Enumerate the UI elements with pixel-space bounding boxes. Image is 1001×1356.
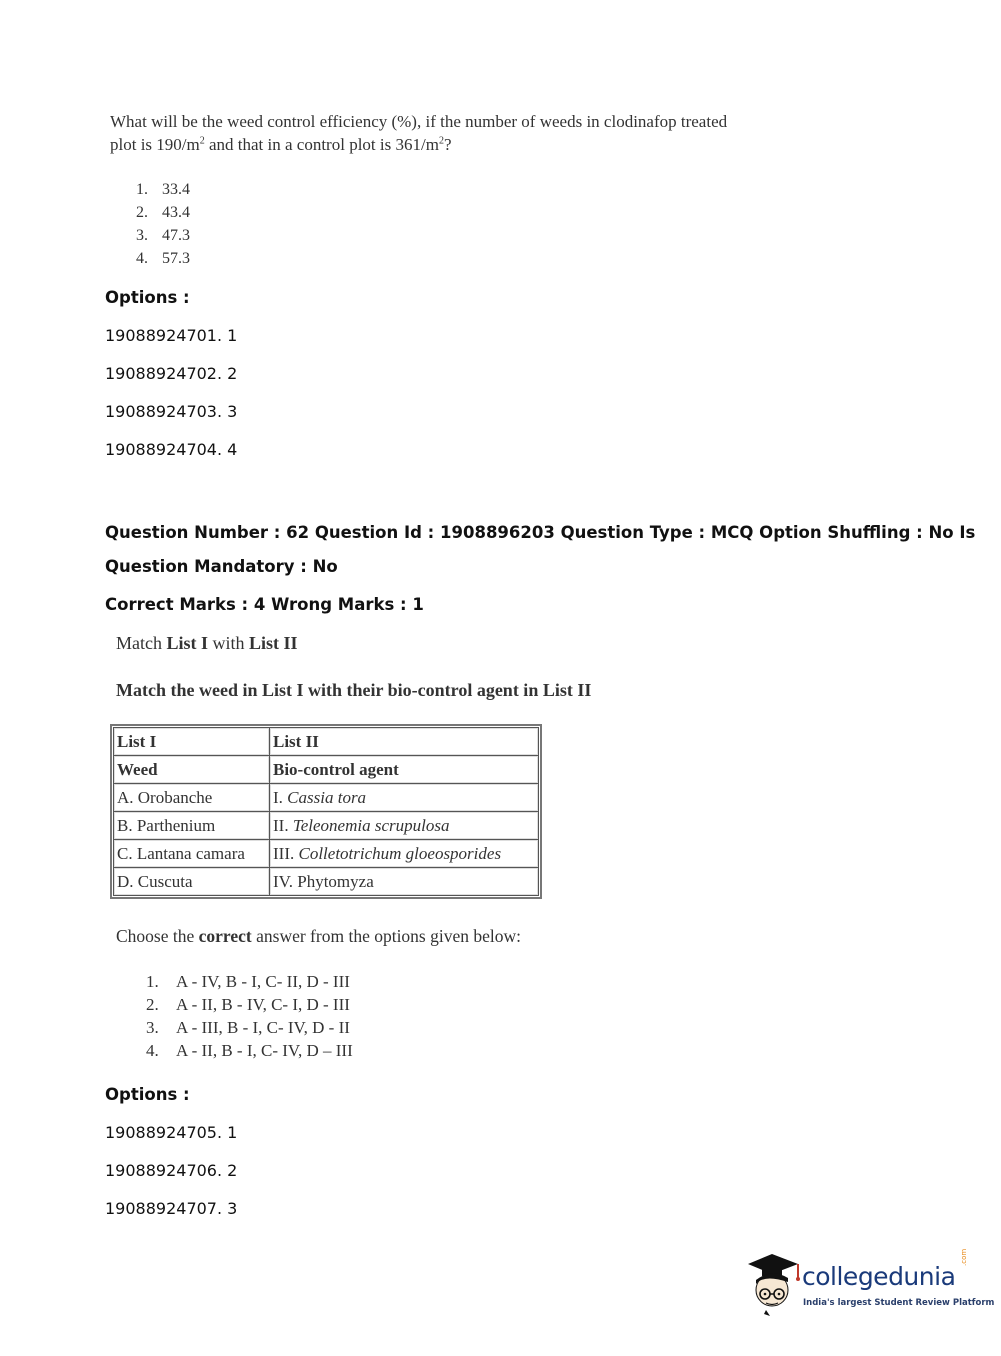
question-62-meta-line1: Question Number : 62 Question Id : 1908896203 Question Type : MCQ Option Shuffling : No Is bbox=[105, 523, 976, 542]
table-cell: Bio-control agent bbox=[270, 756, 539, 784]
logo-wordmark: collegedunia bbox=[802, 1262, 956, 1291]
question-62-meta-line2: Question Mandatory : No bbox=[105, 557, 338, 576]
question-62-instruction: Match List I with List II bbox=[116, 633, 298, 653]
option-id: 19088924706. 2 bbox=[105, 1161, 238, 1180]
question-61-line2: plot is $190/m^2$ and that in a control plot is $361/m^2$? bbox=[110, 135, 452, 154]
choice-item: 4. A - II, B - I, C- IV, D – III bbox=[146, 1041, 353, 1060]
option-id: 19088924705. 1 bbox=[105, 1123, 238, 1142]
logo-domain-suffix: .com bbox=[960, 1248, 968, 1266]
option-id: 19088924707. 3 bbox=[105, 1199, 238, 1218]
table-header-row bbox=[114, 728, 539, 756]
logo-tagline: India's largest Student Review Platform bbox=[803, 1298, 995, 1308]
option-id: 19088924701. 1 bbox=[105, 326, 238, 345]
options-label: Options : bbox=[105, 288, 190, 307]
question-61-line1: What will be the weed control efficiency (%), if the number of weeds in clodinafop treated bbox=[110, 112, 728, 131]
match-table bbox=[113, 727, 539, 896]
table-cell: III. Colletotrichum gloeosporides bbox=[270, 840, 539, 868]
choice-item: 2. A - II, B - IV, C- I, D - III bbox=[146, 995, 350, 1014]
table-cell: List I bbox=[114, 728, 270, 756]
table-cell: Weed bbox=[114, 756, 270, 784]
choice-item: 3. A - III, B - I, C- IV, D - II bbox=[146, 1018, 350, 1037]
table-cell: IV. Phytomyza bbox=[270, 868, 539, 896]
choice-item: 4. 57.3 bbox=[136, 250, 190, 267]
table-cell: C. Lantana camara bbox=[114, 840, 270, 868]
table-row bbox=[114, 812, 539, 840]
table-cell: I. Cassia tora bbox=[270, 784, 539, 812]
question-62-marks: Correct Marks : 4 Wrong Marks : 1 bbox=[105, 595, 424, 614]
table-cell: List II bbox=[270, 728, 539, 756]
table-row bbox=[114, 784, 539, 812]
table-row bbox=[114, 840, 539, 868]
option-id: 19088924704. 4 bbox=[105, 440, 238, 459]
question-62-subheading: Match the weed in List I with their bio-control agent in List II bbox=[116, 680, 592, 700]
table-row bbox=[114, 868, 539, 896]
options-label: Options : bbox=[105, 1085, 190, 1104]
question-62-choices bbox=[146, 970, 353, 1062]
choice-item: 1. A - IV, B - I, C- II, D - III bbox=[146, 972, 350, 991]
option-id: 19088924702. 2 bbox=[105, 364, 238, 383]
table-subheader-row bbox=[114, 756, 539, 784]
mascot-icon bbox=[742, 1250, 802, 1318]
collegedunia-logo bbox=[742, 1248, 995, 1320]
table-cell: II. Teleonemia scrupulosa bbox=[270, 812, 539, 840]
table-cell: D. Cuscuta bbox=[114, 868, 270, 896]
table-cell: A. Orobanche bbox=[114, 784, 270, 812]
option-id: 19088924703. 3 bbox=[105, 402, 238, 421]
choice-item: 2. 43.4 bbox=[136, 204, 190, 221]
question-61-choices bbox=[136, 178, 190, 270]
choice-item: 1. 33.4 bbox=[136, 181, 190, 198]
table-cell: B. Parthenium bbox=[114, 812, 270, 840]
choice-item: 3. 47.3 bbox=[136, 227, 190, 244]
question-61-text bbox=[110, 110, 750, 156]
choose-instruction: Choose the correct answer from the options given below: bbox=[116, 926, 522, 946]
